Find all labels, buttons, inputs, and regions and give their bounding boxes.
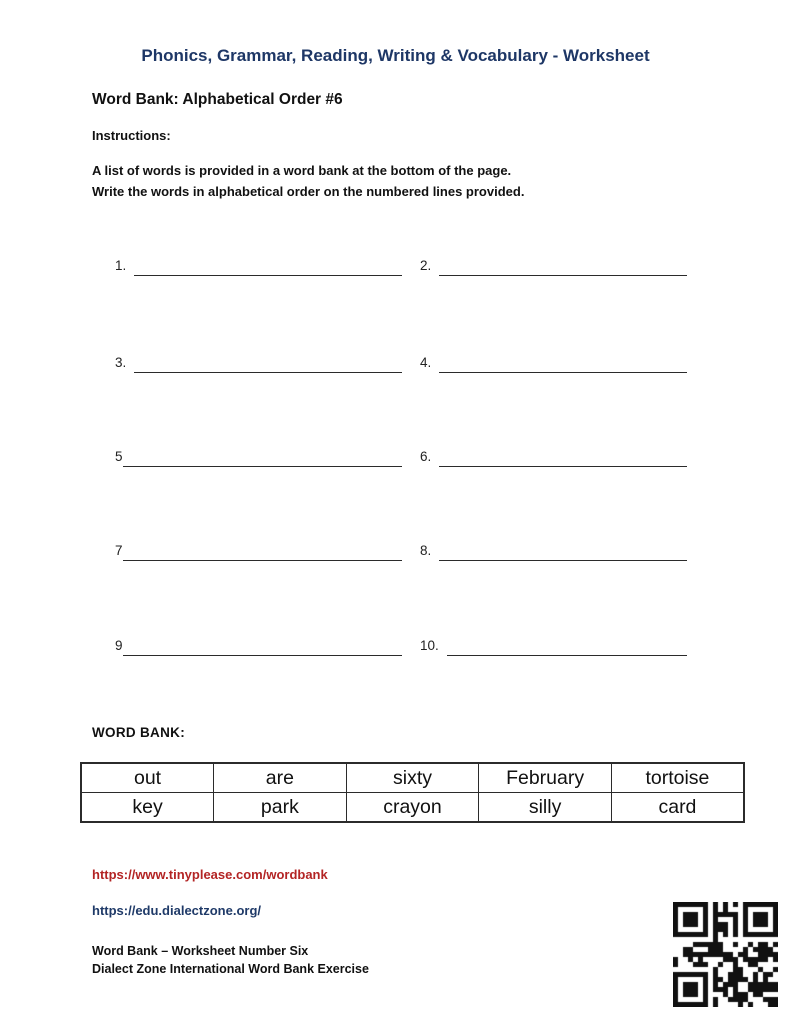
- instructions-text: [92, 160, 524, 202]
- answer-line: [134, 255, 402, 276]
- footer: [92, 943, 369, 978]
- instructions-label: Instructions:: [92, 128, 171, 143]
- qr-code: [673, 902, 778, 1007]
- answer-cell: [115, 256, 402, 276]
- answer-number: 7: [115, 543, 123, 558]
- answer-cell: [115, 353, 402, 373]
- answer-cell: [420, 636, 687, 656]
- answer-cell: [420, 353, 687, 373]
- answer-row: [115, 636, 687, 656]
- word-bank-cell: out: [81, 763, 214, 793]
- answer-number: 5: [115, 449, 123, 464]
- answer-number: 3.: [115, 355, 127, 370]
- answer-cell: [115, 636, 402, 656]
- footer-line-2: Dialect Zone International Word Bank Exercise: [92, 961, 369, 976]
- answer-number: 2.: [420, 258, 432, 273]
- answer-number: 6.: [420, 449, 432, 464]
- answer-line: [439, 352, 687, 373]
- answer-line: [439, 255, 687, 276]
- answer-cell: [115, 541, 402, 561]
- word-bank-cell: card: [611, 793, 744, 823]
- word-bank-cell: silly: [479, 793, 612, 823]
- word-bank-table: [80, 762, 745, 823]
- word-bank-cell: tortoise: [611, 763, 744, 793]
- answer-cell: [115, 447, 402, 467]
- answer-line: [447, 635, 687, 656]
- footer-line-1: Word Bank – Worksheet Number Six: [92, 944, 309, 958]
- answer-number: 4.: [420, 355, 432, 370]
- answer-cell: [420, 541, 687, 561]
- answer-row: [115, 256, 687, 276]
- word-bank-cell: February: [479, 763, 612, 793]
- answer-line: [123, 540, 402, 561]
- answer-line: [123, 446, 402, 467]
- worksheet-title: Word Bank: Alphabetical Order #6: [92, 91, 343, 108]
- word-bank-cell: key: [81, 793, 214, 823]
- answer-cell: [420, 256, 687, 276]
- answer-number: 9: [115, 638, 123, 653]
- word-bank-cell: sixty: [346, 763, 479, 793]
- answer-line: [439, 540, 687, 561]
- answer-cell: [420, 447, 687, 467]
- answer-row: [115, 447, 687, 467]
- wordbank-link[interactable]: https://www.tinyplease.com/wordbank: [92, 867, 328, 882]
- instruction-line-1: A list of words is provided in a word bank at the bottom of the page.: [92, 163, 512, 178]
- answer-row: [115, 541, 687, 561]
- word-bank-row: [81, 763, 744, 793]
- answer-number: 8.: [420, 543, 432, 558]
- page-title: Phonics, Grammar, Reading, Writing & Vocabulary - Worksheet: [141, 46, 650, 65]
- instruction-line-2: Write the words in alphabetical order on the numbered lines provided.: [92, 184, 525, 199]
- word-bank-label: WORD BANK:: [92, 725, 185, 740]
- word-bank-cell: are: [214, 763, 347, 793]
- answer-line: [134, 352, 402, 373]
- word-bank-row: [81, 793, 744, 823]
- word-bank-cell: crayon: [346, 793, 479, 823]
- answer-number: 1.: [115, 258, 127, 273]
- answer-row: [115, 353, 687, 373]
- answer-number: 10.: [420, 638, 439, 653]
- answer-line: [439, 446, 687, 467]
- word-bank-cell: park: [214, 793, 347, 823]
- dialectzone-link[interactable]: https://edu.dialectzone.org/: [92, 903, 262, 918]
- answer-line: [123, 635, 402, 656]
